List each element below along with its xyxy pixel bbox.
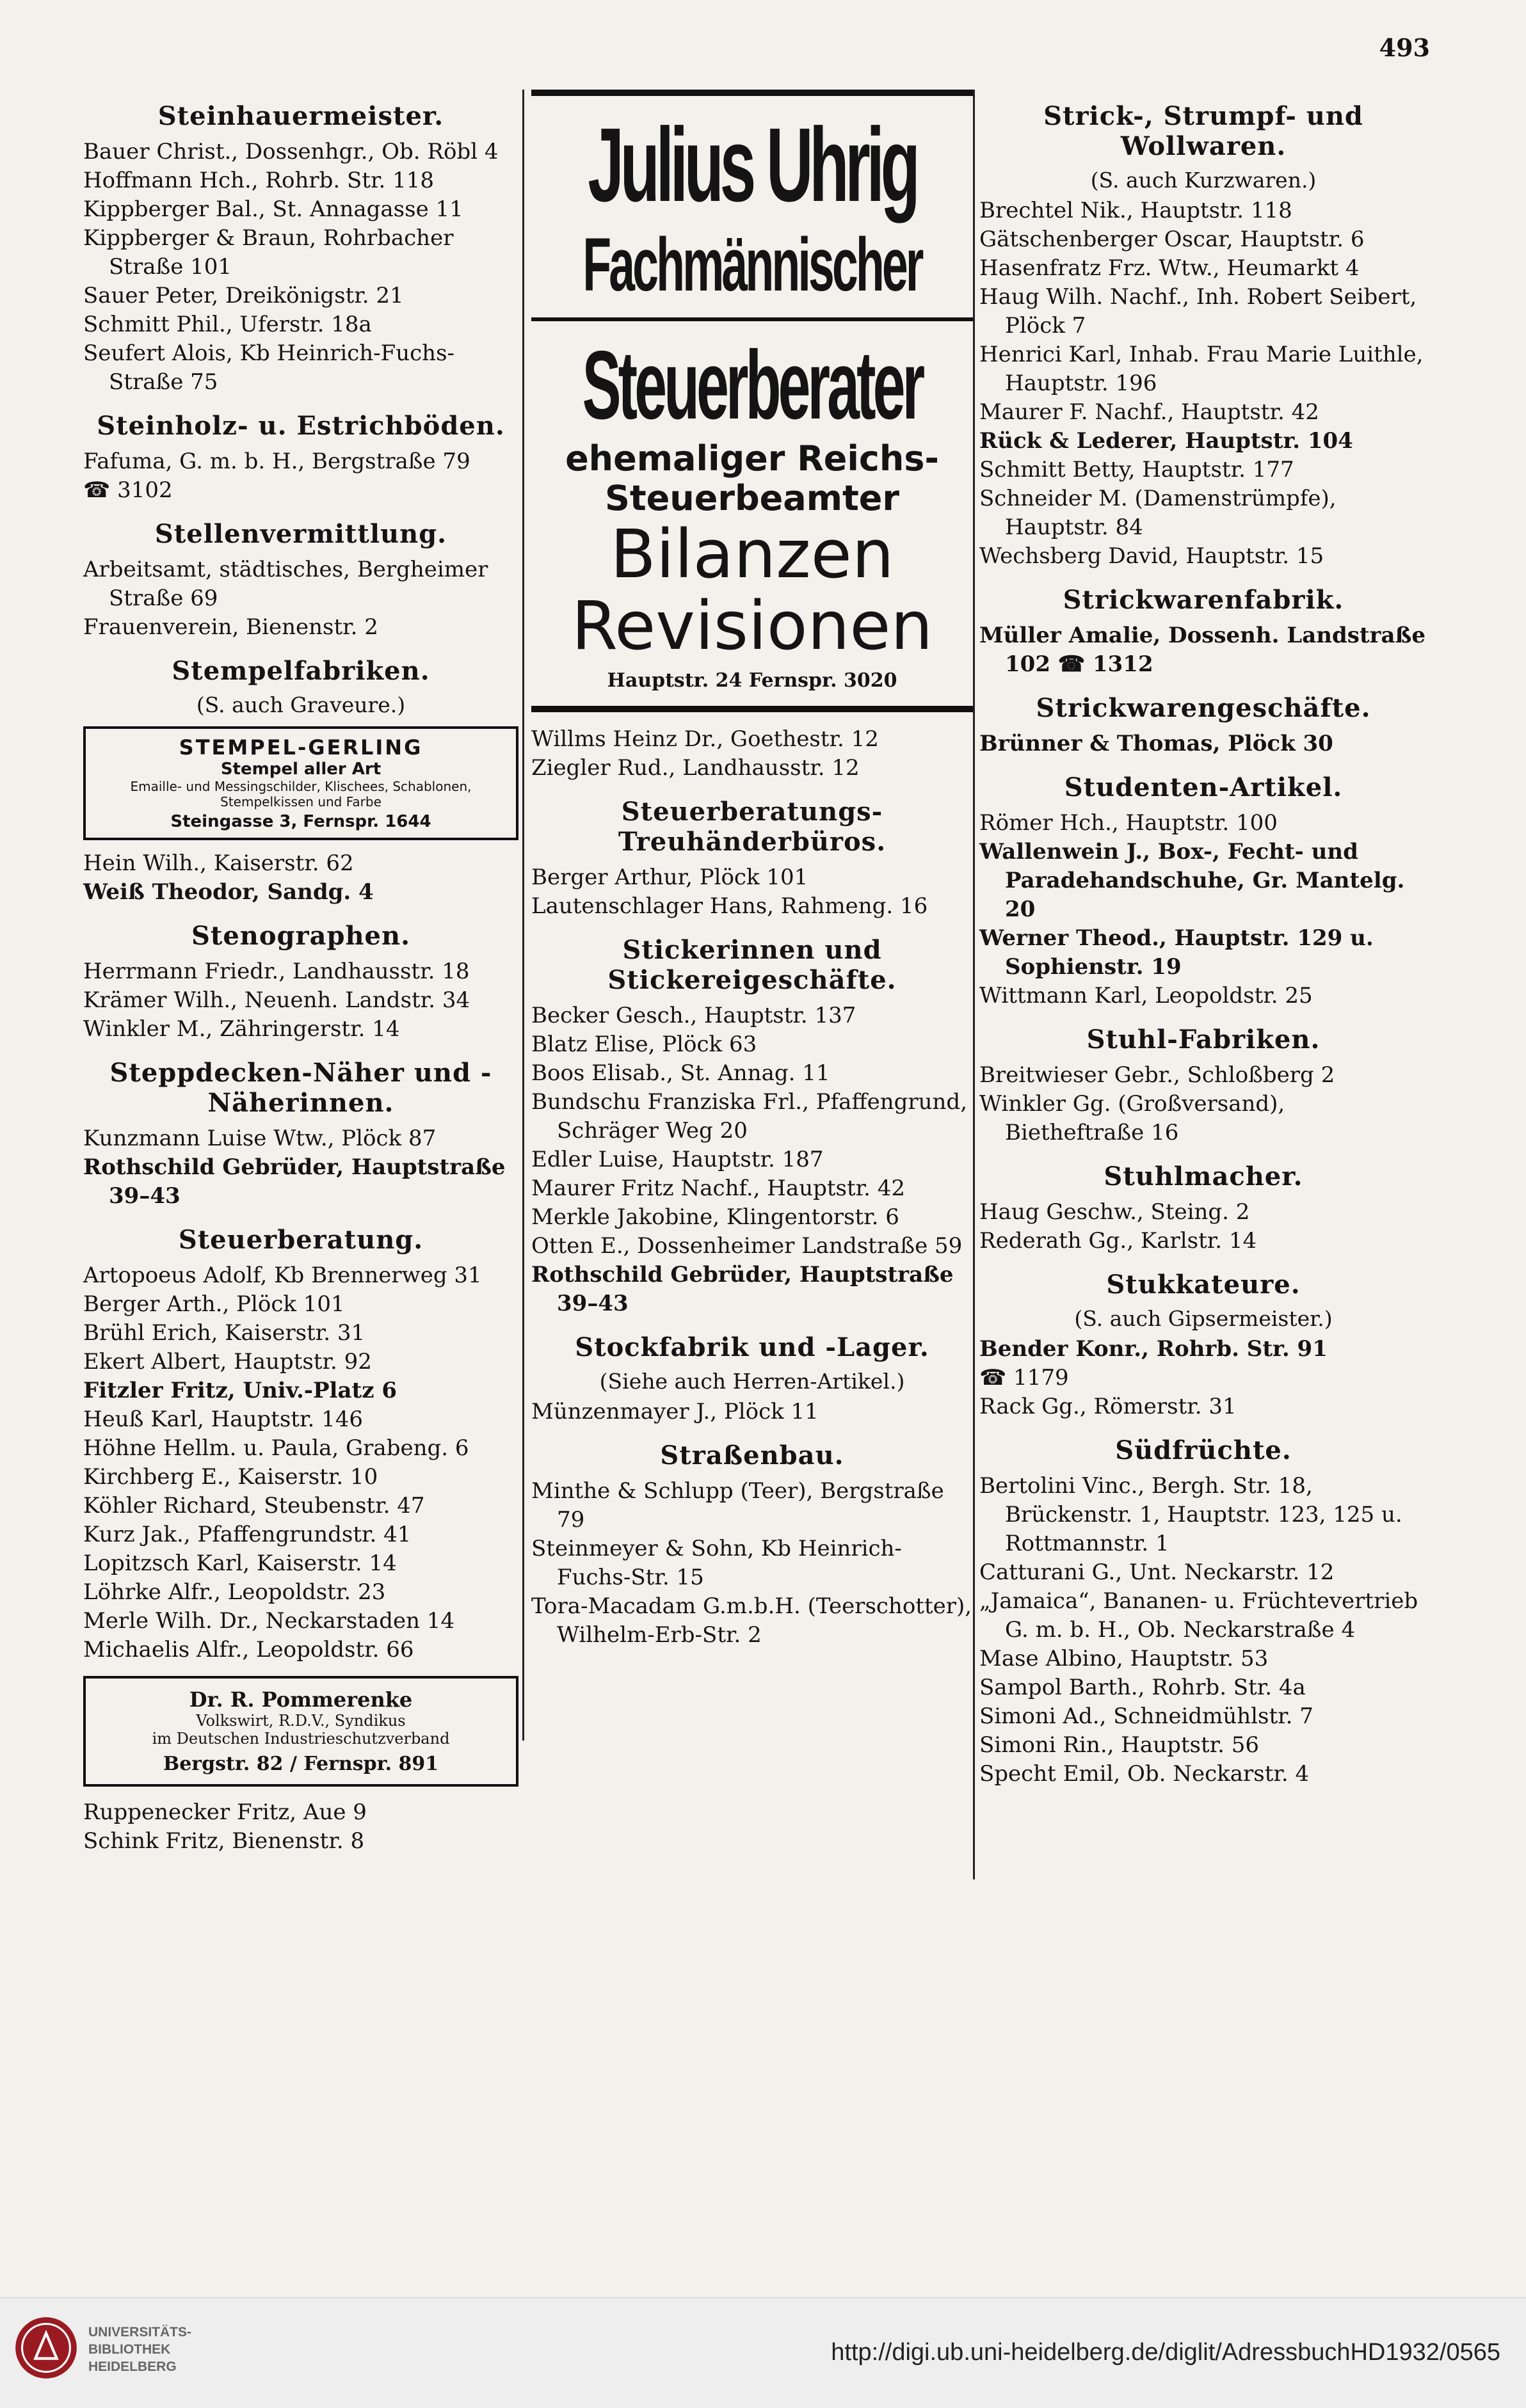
viewer-footer: [0, 2297, 1526, 2408]
list-item: Tora-Macadam G.m.b.H. (Teerschotter), Wilhelm-Erb-Str. 2: [531, 1593, 972, 1648]
section-strickwarenfabrik: [979, 585, 1427, 679]
section-stempelfabriken: [83, 656, 518, 907]
list-item: Ekert Albert, Hauptstr. 92: [83, 1349, 372, 1375]
list-item: Müller Amalie, Dossenh. Landstraße 102 ☎ 1312: [979, 623, 1426, 677]
uhrig-advertisement: [531, 90, 973, 712]
section-stukkateure: [979, 1270, 1427, 1421]
section-heading: Steinholz- u. Estrichböden.: [97, 411, 505, 441]
list-item: Simoni Ad., Schneidmühlstr. 7: [979, 1703, 1313, 1729]
list-item: Berger Arth., Plöck 101: [83, 1291, 345, 1317]
ad-address: Steingasse 3, Fernspr. 1644: [170, 812, 431, 831]
list-item: „Jamaica“, Bananen- u. Früchtevertrieb G. m. b. H., Ob. Neckarstraße 4: [979, 1588, 1418, 1643]
list-item: Köhler Richard, Steubenstr. 47: [83, 1493, 425, 1519]
cross-reference: (S. auch Kurzwaren.): [1090, 168, 1317, 193]
list-item: Herrmann Friedr., Landhausstr. 18: [83, 959, 470, 984]
list-item: Brühl Erich, Kaiserstr. 31: [83, 1320, 365, 1346]
list-item: ☎ 1179: [979, 1365, 1069, 1391]
section-heading: Stuhl-Fabriken.: [1086, 1025, 1321, 1055]
list-item: Krämer Wilh., Neuenh. Landstr. 34: [83, 987, 470, 1013]
list-item: Blatz Elise, Plöck 63: [531, 1032, 757, 1057]
section-steppdecken: [83, 1058, 518, 1211]
section-stockfabrik: [531, 1332, 973, 1426]
list-item: Bundschu Franziska Frl., Pfaffengrund, Schräger Weg 20: [531, 1089, 967, 1144]
list-item: Breitwieser Gebr., Schloßberg 2: [979, 1062, 1335, 1088]
advertisement-box: [83, 726, 518, 840]
list-item: Münzenmayer J., Plöck 11: [531, 1399, 819, 1424]
section-heading: Stukkateure.: [1106, 1270, 1301, 1300]
list-item: Wechsberg David, Hauptstr. 15: [979, 543, 1324, 569]
list-item: Schmitt Betty, Hauptstr. 177: [979, 457, 1294, 482]
list-item: Werner Theod., Hauptstr. 129 u. Sophienstr. 19: [979, 925, 1374, 980]
list-item: Wallenwein J., Box-, Fecht- und Paradehandschuhe, Gr. Mantelg. 20: [979, 839, 1405, 922]
list-item: Heuß Karl, Hauptstr. 146: [83, 1407, 363, 1432]
list-item: Brünner & Thomas, Plöck 30: [979, 731, 1333, 756]
list-item: Simoni Rin., Hauptstr. 56: [979, 1732, 1260, 1758]
permalink[interactable]: http://digi.ub.uni-heidelberg.de/diglit/AdressbuchHD1932/0565: [831, 2339, 1500, 2366]
list-item: Willms Heinz Dr., Goethestr. 12: [531, 726, 879, 752]
ad-title: STEMPEL-GERLING: [179, 735, 423, 760]
list-item: Arbeitsamt, städtisches, Bergheimer Straße 69: [83, 557, 488, 611]
list-item: Kurz Jak., Pfaffengrundstr. 41: [83, 1522, 412, 1547]
list-item: Hasenfratz Frz. Wtw., Heumarkt 4: [979, 255, 1360, 281]
ad-contact: Hauptstr. 24 Fernspr. 3020: [607, 669, 897, 692]
section-heading: Südfrüchte.: [1115, 1435, 1292, 1465]
list-item: Sauer Peter, Dreikönigstr. 21: [83, 283, 404, 308]
university-seal-icon[interactable]: [13, 2315, 79, 2381]
list-item: Weiß Theodor, Sandg. 4: [83, 879, 374, 905]
list-item: Haug Geschw., Steing. 2: [979, 1199, 1250, 1225]
list-item: Bauer Christ., Dossenhgr., Ob. Röbl 4: [83, 139, 499, 164]
section-heading: Strick-, Strumpf- und Wollwaren.: [1043, 101, 1363, 161]
list-item: Rothschild Gebrüder, Hauptstraße 39–43: [83, 1154, 506, 1209]
list-item: Kippberger Bal., St. Annagasse 11: [83, 196, 463, 222]
section-heading: Straßenbau.: [660, 1440, 844, 1471]
section-steuerberatung: [83, 1225, 518, 1856]
list-item: Henrici Karl, Inhab. Frau Marie Luithle, Hauptstr. 196: [979, 342, 1424, 396]
list-item: Otten E., Dossenheimer Landstraße 59: [531, 1233, 963, 1259]
section-treuhand: [531, 797, 973, 921]
list-item: Steinmeyer & Sohn, Kb Heinrich-Fuchs-Str. 15: [531, 1536, 902, 1590]
list-item: Schneider M. (Damenstrümpfe), Hauptstr. 84: [979, 486, 1337, 540]
list-item: Artopoeus Adolf, Kb Brennerweg 31: [83, 1263, 482, 1288]
middle-column: [531, 90, 973, 1664]
section-heading: Stenographen.: [191, 921, 411, 951]
list-item: Merle Wilh. Dr., Neckarstaden 14: [83, 1608, 455, 1634]
section-studenten-artikel: [979, 772, 1427, 1010]
ad-description: Emaille- und Messingschilder, Klischees, Schablonen, Stempelkissen und Farbe: [130, 779, 472, 809]
list-item: Bertolini Vinc., Bergh. Str. 18, Brückenstr. 1, Hauptstr. 123, 125 u. Rottmannstr. 1: [979, 1473, 1402, 1556]
section-strickwarengeschaefte: [979, 693, 1427, 758]
list-item: Brechtel Nik., Hauptstr. 118: [979, 198, 1292, 223]
section-heading: Stickerinnen und Stickereigeschäfte.: [607, 935, 897, 995]
section-heading: Steinhauermeister.: [157, 101, 444, 131]
list-item: Löhrke Alfr., Leopoldstr. 23: [83, 1579, 386, 1605]
list-item: Kunzmann Luise Wtw., Plöck 87: [83, 1126, 437, 1151]
section-steinholz: [83, 411, 518, 505]
left-column: [83, 90, 518, 1870]
page-number: 493: [1379, 33, 1430, 62]
ad-address: Bergstr. 82 / Fernspr. 891: [163, 1753, 439, 1775]
section-heading: Strickwarengeschäfte.: [1036, 693, 1371, 723]
section-steinhauermeister: [83, 101, 518, 397]
list-item: Maurer F. Nachf., Hauptstr. 42: [979, 399, 1319, 425]
library-name-line: UNIVERSITÄTS-: [88, 2325, 192, 2340]
section-heading: Studenten-Artikel.: [1064, 772, 1343, 802]
list-item: Specht Emil, Ob. Neckarstr. 4: [979, 1761, 1310, 1787]
list-item: Frauenverein, Bienenstr. 2: [83, 614, 378, 640]
section-heading: Stellenvermittlung.: [154, 519, 447, 549]
cross-reference: (S. auch Graveure.): [196, 692, 406, 717]
list-item: Boos Elisab., St. Annag. 11: [531, 1060, 830, 1086]
ad-name: Dr. R. Pommerenke: [189, 1687, 413, 1712]
list-item: Römer Hch., Hauptstr. 100: [979, 810, 1278, 836]
list-item: Minthe & Schlupp (Teer), Bergstraße 79: [531, 1478, 944, 1533]
ad-name: Julius Uhrig: [588, 106, 917, 223]
list-item: Winkler M., Zähringerstr. 14: [83, 1016, 400, 1042]
cross-reference: (S. auch Gipsermeister.): [1074, 1306, 1333, 1331]
ad-profession: Steuerberater: [582, 331, 922, 440]
list-item: Schink Fritz, Bienenstr. 8: [83, 1828, 365, 1854]
list-item: Becker Gesch., Hauptstr. 137: [531, 1003, 856, 1028]
ad-line: im Deutschen Industrieschutzverband: [152, 1730, 450, 1748]
ad-subtitle: Fachmännischer: [582, 223, 922, 307]
list-item: Hoffmann Hch., Rohrb. Str. 118: [83, 168, 434, 193]
divider: [531, 317, 973, 321]
list-item: Kippberger & Braun, Rohrbacher Straße 101: [83, 225, 454, 280]
list-item: ☎ 3102: [83, 477, 173, 503]
section-heading: Stockfabrik und -Lager.: [575, 1332, 929, 1362]
list-item: Kirchberg E., Kaiserstr. 10: [83, 1464, 378, 1490]
ad-service: Revisionen: [571, 587, 933, 665]
section-heading: Steuerberatung.: [178, 1225, 424, 1255]
section-heading: Strickwarenfabrik.: [1063, 585, 1344, 615]
list-item: Catturani G., Unt. Neckarstr. 12: [979, 1559, 1335, 1585]
section-stuhl-fabriken: [979, 1025, 1427, 1147]
section-heading: Steuerberatungs-Treuhänderbüros.: [618, 797, 887, 857]
ad-line: ehemaliger Reichs-: [565, 438, 939, 479]
list-item: Fitzler Fritz, Univ.-Platz 6: [83, 1378, 398, 1403]
list-item: Lautenschlager Hans, Rahmeng. 16: [531, 893, 928, 919]
list-item: Fafuma, G. m. b. H., Bergstraße 79: [83, 449, 470, 474]
list-item: Edler Luise, Hauptstr. 187: [531, 1147, 824, 1172]
list-item: Merkle Jakobine, Klingentorstr. 6: [531, 1204, 899, 1230]
ad-service: Bilanzen: [610, 515, 894, 593]
section-heading: Steppdecken-Näher und -Näherinnen.: [109, 1058, 492, 1118]
library-name-line: BIBLIOTHEK: [88, 2342, 171, 2357]
list-item: Haug Wilh. Nachf., Inh. Robert Seibert, Plöck 7: [979, 284, 1417, 339]
section-heading: Stempelfabriken.: [172, 656, 430, 686]
library-name-line: HEIDELBERG: [88, 2359, 177, 2374]
list-item: Rothschild Gebrüder, Hauptstraße 39–43: [531, 1262, 954, 1316]
section-strassenbau: [531, 1440, 973, 1650]
section-strickwaren: [979, 101, 1427, 571]
list-item: Lopitzsch Karl, Kaiserstr. 14: [83, 1551, 397, 1576]
list-item: Mase Albino, Hauptstr. 53: [979, 1646, 1269, 1671]
section-suedfruechte: [979, 1435, 1427, 1789]
ad-line: Steuerbeamter: [604, 478, 900, 518]
list-item: Schmitt Phil., Uferstr. 18a: [83, 312, 372, 337]
section-stuhlmacher: [979, 1161, 1427, 1256]
list-item: Seufert Alois, Kb Heinrich-Fuchs-Straße 75: [83, 340, 455, 395]
ad-line: Volkswirt, R.D.V., Syndikus: [196, 1712, 406, 1730]
list-item: Maurer Fritz Nachf., Hauptstr. 42: [531, 1176, 906, 1201]
library-name: [88, 2324, 191, 2375]
section-stellenvermittlung: [83, 519, 518, 642]
right-column: [979, 90, 1427, 1803]
list-item: Gätschenberger Oscar, Hauptstr. 6: [979, 227, 1365, 252]
ad-subtitle: Stempel aller Art: [220, 760, 382, 779]
section-stickerinnen: [531, 935, 973, 1318]
list-item: Rück & Lederer, Hauptstr. 104: [979, 428, 1353, 454]
list-item: Rack Gg., Römerstr. 31: [979, 1394, 1237, 1419]
list-item: Ruppenecker Fritz, Aue 9: [83, 1799, 367, 1825]
list-item: Berger Arthur, Plöck 101: [531, 865, 808, 890]
list-item: Winkler Gg. (Großversand), Bietheftraße 16: [979, 1091, 1285, 1145]
list-item: Höhne Hellm. u. Paula, Grabeng. 6: [83, 1435, 469, 1461]
section-stenographen: [83, 921, 518, 1044]
section-continuation: [531, 725, 973, 783]
cross-reference: (Siehe auch Herren-Artikel.): [599, 1369, 905, 1394]
advertisement-box: [83, 1676, 518, 1787]
list-item: Hein Wilh., Kaiserstr. 62: [83, 850, 354, 876]
list-item: Bender Konr., Rohrb. Str. 91: [979, 1336, 1328, 1362]
list-item: Ziegler Rud., Landhausstr. 12: [531, 755, 860, 781]
list-item: Rederath Gg., Karlstr. 14: [979, 1228, 1257, 1254]
list-item: Wittmann Karl, Leopoldstr. 25: [979, 983, 1313, 1009]
list-item: Michaelis Alfr., Leopoldstr. 66: [83, 1637, 414, 1662]
list-item: Sampol Barth., Rohrb. Str. 4a: [979, 1675, 1306, 1700]
section-heading: Stuhlmacher.: [1104, 1161, 1303, 1192]
